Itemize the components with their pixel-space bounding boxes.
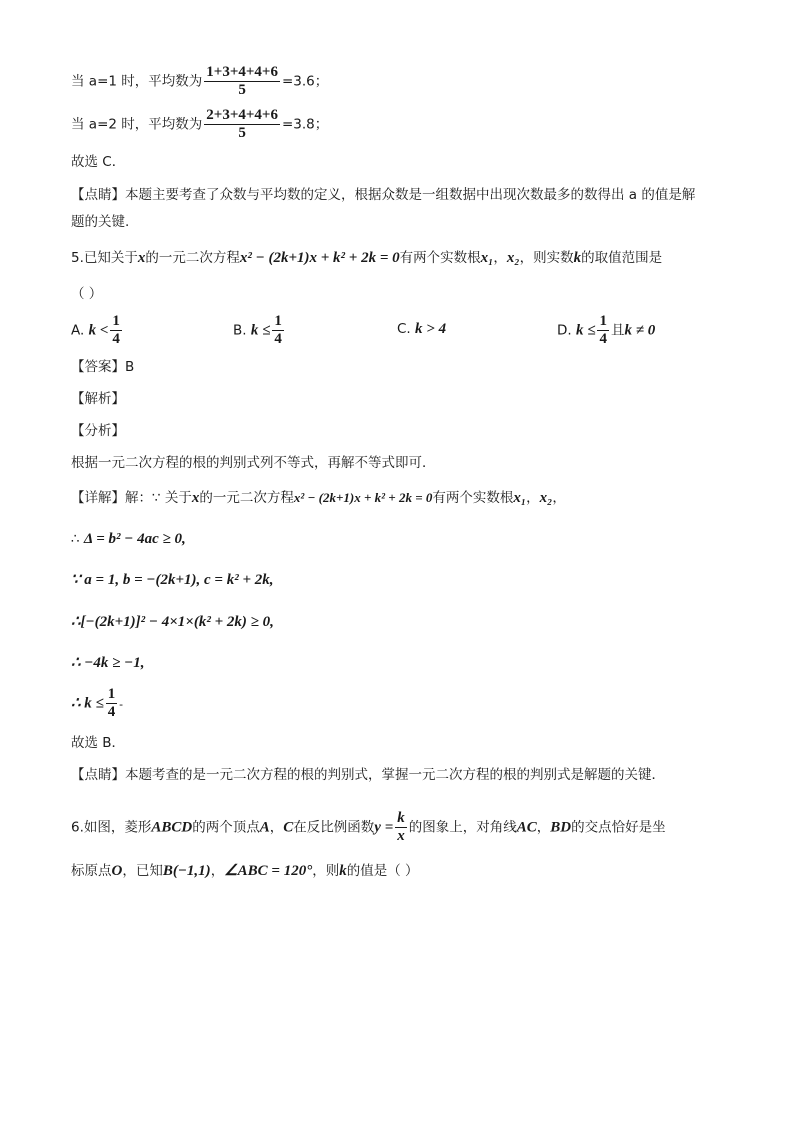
option-a xyxy=(71,313,124,348)
q5-text-b: 的一元二次方程 xyxy=(145,250,240,266)
option-b-label: B. xyxy=(233,322,247,339)
xiangjie-text-c: 有两个实数根 xyxy=(432,490,514,506)
choose-b-line: 故选 B． xyxy=(71,735,126,751)
mean-a1-line xyxy=(71,64,328,99)
q6-angle-abc: ∠ABC = 120° xyxy=(224,863,313,879)
dianjing1-cont-line: 题的关键. xyxy=(71,214,130,230)
step-5-end: - xyxy=(119,698,123,711)
mean-a1-text: 当 a=1 时，平均数为 xyxy=(71,73,203,90)
option-b xyxy=(233,313,286,348)
fraction-numerator: 1 xyxy=(107,686,116,702)
fraction-numerator: 1 xyxy=(274,313,282,329)
step-5-line xyxy=(71,686,123,721)
q6-text-b: 的两个顶点 xyxy=(192,819,260,836)
answer-line: 【答案】B xyxy=(71,359,135,375)
step-2-expression: ∵ a = 1, b = −(2k+1), c = k² + 2k, xyxy=(71,572,274,588)
dianjing2-line: 【点睛】本题考查的是一元二次方程的根的判别式，掌握一元二次方程的根的判别式是解题的关键． xyxy=(71,767,665,783)
q5-text-d: ，则实数 xyxy=(519,250,574,266)
option-d-and: 且 xyxy=(610,322,625,339)
q5-var-k: k xyxy=(573,250,582,266)
fraction-numerator: 2+3+4+4+6 xyxy=(206,107,278,123)
q6-text-g: ，已知 xyxy=(122,863,163,879)
q5-text-c: 有两个实数根 xyxy=(399,250,481,266)
fraction-numerator: 1 xyxy=(599,313,607,329)
fenxi-line: 【分析】 xyxy=(71,423,125,439)
step-2-line xyxy=(71,570,274,590)
option-d-label: D. xyxy=(557,322,572,339)
fenxi-text-line: 根据一元二次方程的根的判别式列不等式，再解不等式即可． xyxy=(71,455,436,471)
xiangjie-line xyxy=(71,488,566,508)
fraction-denominator: 5 xyxy=(238,125,246,141)
jiexi-line: 【解析】 xyxy=(71,391,125,407)
step-1-expression: Δ = b² − 4ac ≥ 0, xyxy=(83,531,186,547)
mean-a2-fraction xyxy=(204,107,280,142)
step-3-expression: ∴[−(2k+1)]² − 4×1×(k² + 2k) ≥ 0, xyxy=(71,614,274,630)
option-d xyxy=(557,313,655,348)
xiangjie-comma: ， xyxy=(526,490,540,506)
option-a-label: A. xyxy=(71,322,85,339)
fraction-denominator: x xyxy=(397,828,405,844)
q6-diagonal-ac: AC xyxy=(516,819,537,836)
option-d-fraction xyxy=(597,313,609,348)
q6-diagonal-bd: BD xyxy=(550,819,572,836)
q6-var-k: k xyxy=(339,863,347,879)
fraction-denominator: 4 xyxy=(599,331,607,347)
option-c-label: C. xyxy=(397,321,411,337)
xiangjie-comma-end: ， xyxy=(552,490,566,506)
step-3-line xyxy=(71,612,274,632)
q5-comma: ， xyxy=(493,250,507,266)
choose-c-line: 故选 C． xyxy=(71,154,126,170)
step-5-fraction xyxy=(106,686,118,721)
q6-text-d: 的图象上，对角线 xyxy=(408,819,517,836)
xiangjie-root-x2: x₂ xyxy=(539,490,553,506)
fraction-denominator: 4 xyxy=(112,331,120,347)
xiangjie-var-x: x xyxy=(191,490,200,506)
dianjing1-line: 【点睛】本题主要考查了众数与平均数的定义，根据众数是一组数据中出现次数最多的数得出 a 的值是解 xyxy=(71,187,696,203)
q6-function-fraction xyxy=(395,810,407,845)
step-1-therefore: ∴ xyxy=(71,531,80,547)
option-c xyxy=(397,321,446,338)
q6-point-c: C xyxy=(283,819,294,836)
q5-text-e: 的取值范围是 xyxy=(581,250,663,266)
mean-a2-result: =3.8； xyxy=(281,116,329,133)
option-a-fraction xyxy=(110,313,122,348)
fraction-numerator: 1 xyxy=(112,313,120,329)
q6-text-a: 6.如图，菱形 xyxy=(71,819,152,836)
q5-root-x1: x₁ xyxy=(480,250,494,266)
mean-a1-fraction xyxy=(204,64,280,99)
xiangjie-root-x1: x₁ xyxy=(513,490,527,506)
q5-root-x2: x₂ xyxy=(506,250,520,266)
q5-equation: x² − (2k+1)x + k² + 2k = 0 xyxy=(239,250,400,266)
option-b-fraction xyxy=(272,313,284,348)
option-d-relation: k ≤ xyxy=(575,322,596,339)
q6-function-y: y = xyxy=(374,819,394,836)
step-1-line xyxy=(71,529,186,549)
step-4-line xyxy=(71,653,144,673)
q6-comma-3: ， xyxy=(210,863,225,879)
question-5-paren: （ ） xyxy=(71,286,103,302)
q6-text-i: 的值是（ ） xyxy=(346,863,419,879)
fraction-denominator: 4 xyxy=(274,331,282,347)
xiangjie-text-a: 【详解】解：∵ 关于 xyxy=(71,490,192,506)
question-5-line xyxy=(71,248,662,268)
fraction-denominator: 4 xyxy=(107,704,116,720)
q6-text-f: 标原点 xyxy=(71,863,112,879)
q6-origin-o: O xyxy=(111,863,123,879)
q6-comma-1: ， xyxy=(269,819,284,836)
xiangjie-text-b: 的一元二次方程 xyxy=(199,490,294,506)
q6-text-e: 的交点恰好是坐 xyxy=(571,819,666,836)
mean-a1-result: =3.6； xyxy=(281,73,329,90)
fraction-denominator: 5 xyxy=(238,82,246,98)
mean-a2-line xyxy=(71,107,328,142)
option-b-relation: k ≤ xyxy=(250,322,271,339)
step-5-relation: ∴ k ≤ xyxy=(71,695,104,712)
q6-comma-2: ， xyxy=(536,819,551,836)
option-c-relation: k > 4 xyxy=(415,321,447,337)
q5-var-x: x xyxy=(137,250,146,266)
q6-text-h: ，则 xyxy=(312,863,340,879)
xiangjie-equation: x² − (2k+1)x + k² + 2k = 0 xyxy=(293,490,433,505)
option-a-relation: k < xyxy=(88,322,109,339)
q6-text-c: 在反比例函数 xyxy=(293,819,375,836)
step-4-expression: ∴ −4k ≥ −1, xyxy=(71,655,145,671)
question-6-line-1 xyxy=(71,810,666,845)
fraction-numerator: 1+3+4+4+6 xyxy=(206,64,278,80)
q6-point-b: B(−1,1) xyxy=(162,863,211,879)
q6-point-a: A xyxy=(259,819,270,836)
q6-rhombus-abcd: ABCD xyxy=(151,819,193,836)
mean-a2-text: 当 a=2 时，平均数为 xyxy=(71,116,203,133)
question-6-line-2 xyxy=(71,861,419,881)
option-d-condition: k ≠ 0 xyxy=(624,322,656,339)
q5-text-a: 5.已知关于 xyxy=(71,250,138,266)
fraction-numerator: k xyxy=(397,810,405,826)
